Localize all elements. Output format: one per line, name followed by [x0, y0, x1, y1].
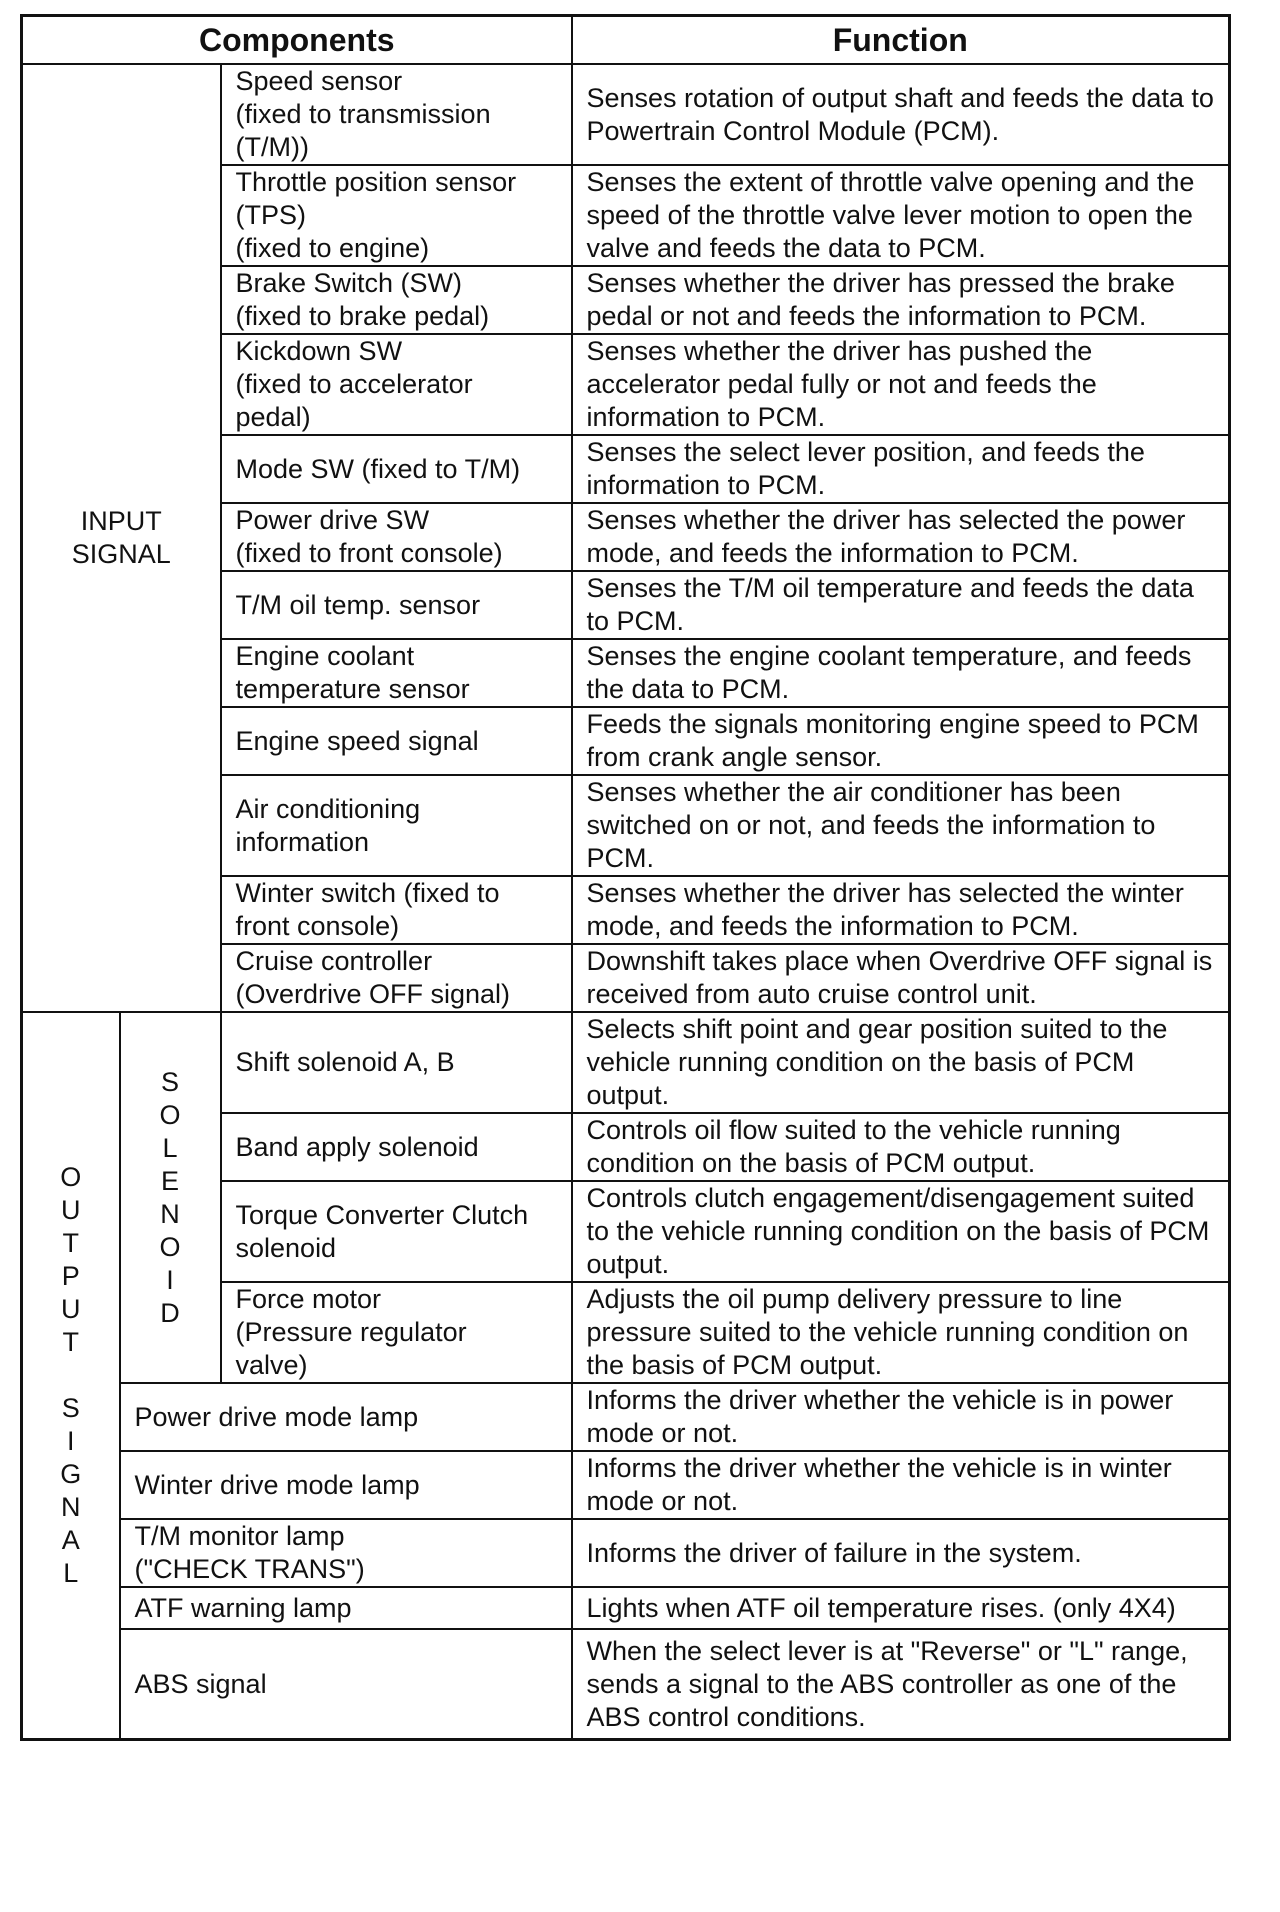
function-cell: Informs the driver of failure in the system. — [572, 1519, 1230, 1587]
function-cell: Senses rotation of output shaft and feeds the data to Powertrain Control Module (PCM). — [572, 64, 1230, 165]
function-cell: Adjusts the oil pump delivery pressure to line pressure suited to the vehicle running condition on the basis of PCM output. — [572, 1282, 1230, 1383]
function-cell: Selects shift point and gear position suited to the vehicle running condition on the basis of PCM output. — [572, 1012, 1230, 1113]
component-cell: Winter switch (fixed to front console) — [221, 876, 572, 944]
component-cell: Brake Switch (SW) (fixed to brake pedal) — [221, 266, 572, 334]
function-cell: Senses whether the driver has selected the power mode, and feeds the information to PCM. — [572, 503, 1230, 571]
component-cell: Power drive mode lamp — [120, 1383, 572, 1451]
function-cell: Senses the engine coolant temperature, and feeds the data to PCM. — [572, 639, 1230, 707]
table-row — [22, 1629, 1230, 1740]
function-cell: Senses whether the driver has selected the winter mode, and feeds the information to PCM. — [572, 876, 1230, 944]
component-cell: ATF warning lamp — [120, 1587, 572, 1629]
function-cell: Lights when ATF oil temperature rises. (only 4X4) — [572, 1587, 1230, 1629]
components-function-table — [20, 14, 1231, 1741]
component-cell: Engine coolant temperature sensor — [221, 639, 572, 707]
header-function: Function — [572, 16, 1230, 65]
table-row — [22, 1383, 1230, 1451]
component-cell: Speed sensor (fixed to transmission (T/M)) — [221, 64, 572, 165]
component-cell: Engine speed signal — [221, 707, 572, 775]
component-cell: Kickdown SW (fixed to accelerator pedal) — [221, 334, 572, 435]
header-components: Components — [22, 16, 572, 65]
component-cell: Shift solenoid A, B — [221, 1012, 572, 1113]
table-row — [22, 1451, 1230, 1519]
function-cell: Controls clutch engagement/disengagement suited to the vehicle running condition on the basis of PCM output. — [572, 1181, 1230, 1282]
component-cell: Power drive SW (fixed to front console) — [221, 503, 572, 571]
function-cell: Senses whether the driver has pushed the accelerator pedal fully or not and feeds the information to PCM. — [572, 334, 1230, 435]
component-cell: Band apply solenoid — [221, 1113, 572, 1181]
input-signal-group-label: INPUT SIGNAL — [22, 64, 221, 1012]
table-body — [22, 64, 1230, 1740]
function-cell: Feeds the signals monitoring engine speed to PCM from crank angle sensor. — [572, 707, 1230, 775]
component-cell: Cruise controller (Overdrive OFF signal) — [221, 944, 572, 1012]
function-cell: Senses the select lever position, and feeds the information to PCM. — [572, 435, 1230, 503]
component-cell: T/M monitor lamp ("CHECK TRANS") — [120, 1519, 572, 1587]
component-cell: ABS signal — [120, 1629, 572, 1740]
table-row — [22, 64, 1230, 165]
output-signal-group-label: O U T P U T S I G N A L — [22, 1012, 120, 1740]
component-cell: T/M oil temp. sensor — [221, 571, 572, 639]
function-cell: Informs the driver whether the vehicle is in winter mode or not. — [572, 1451, 1230, 1519]
component-cell: Winter drive mode lamp — [120, 1451, 572, 1519]
function-cell: Informs the driver whether the vehicle is in power mode or not. — [572, 1383, 1230, 1451]
component-cell: Torque Converter Clutch solenoid — [221, 1181, 572, 1282]
table-row — [22, 1012, 1230, 1113]
component-cell: Air conditioning information — [221, 775, 572, 876]
function-cell: Senses the T/M oil temperature and feeds the data to PCM. — [572, 571, 1230, 639]
function-cell: Senses whether the driver has pressed the brake pedal or not and feeds the information to PCM. — [572, 266, 1230, 334]
function-cell: When the select lever is at "Reverse" or "L" range, sends a signal to the ABS controller as one of the ABS control conditions. — [572, 1629, 1230, 1740]
component-cell: Mode SW (fixed to T/M) — [221, 435, 572, 503]
function-cell: Senses whether the air conditioner has been switched on or not, and feeds the information to PCM. — [572, 775, 1230, 876]
function-cell: Controls oil flow suited to the vehicle running condition on the basis of PCM output. — [572, 1113, 1230, 1181]
function-cell: Downshift takes place when Overdrive OFF signal is received from auto cruise control unit. — [572, 944, 1230, 1012]
function-cell: Senses the extent of throttle valve opening and the speed of the throttle valve lever motion to open the valve and feeds the data to PCM. — [572, 165, 1230, 266]
component-cell: Throttle position sensor (TPS) (fixed to engine) — [221, 165, 572, 266]
solenoid-group-label: S O L E N O I D — [120, 1012, 221, 1383]
table-row — [22, 1587, 1230, 1629]
table-row — [22, 1519, 1230, 1587]
table-header-row — [22, 16, 1230, 65]
component-cell: Force motor (Pressure regulator valve) — [221, 1282, 572, 1383]
